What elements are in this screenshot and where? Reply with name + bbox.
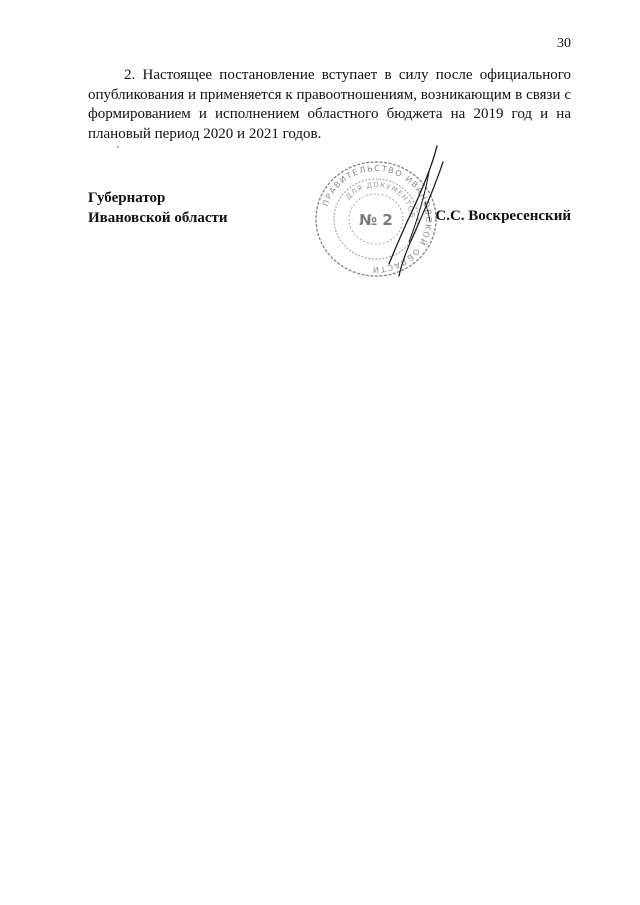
signatory-position (88, 188, 228, 228)
page-number: 30 (557, 36, 571, 51)
stamp-center-text: № 2 (359, 211, 393, 229)
body-paragraph: 2. Настоящее постановление вступает в силу после официального опубликования и применяется к правоотношениям, возникающим в связи с формированием и исполнением областного бюджета на 2019 год и на плановый период 2020 и 2021 годов. (88, 67, 571, 142)
position-line-1: Губернатор (88, 190, 166, 206)
scan-speck (117, 146, 119, 148)
position-line-2: Ивановской области (88, 210, 228, 226)
stamp-ring-text: ПРАВИТЕЛЬСТВО ИВАНОВСКОЙ ОБЛАСТИ (320, 163, 434, 275)
handwritten-signature (385, 142, 445, 282)
stamp-inner-text: ДЛЯ ДОКУМЕНТОВ (344, 180, 417, 219)
signatory-name: С.С. Воскресенский (435, 208, 571, 224)
